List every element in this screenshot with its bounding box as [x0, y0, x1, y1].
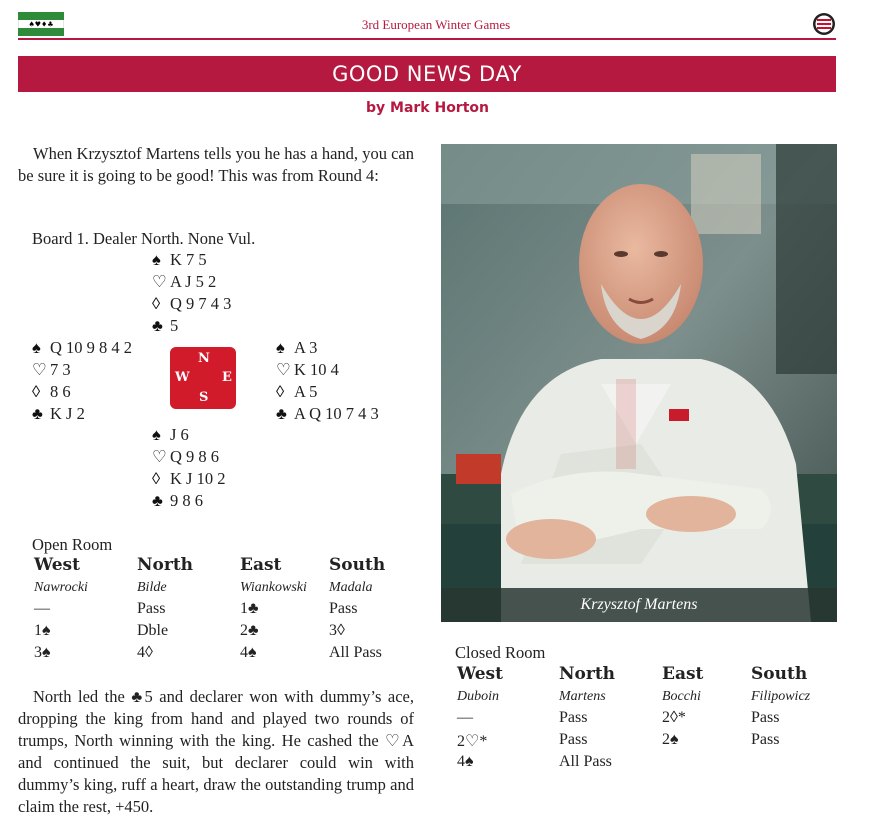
open-bid-r3-west: 3♠ — [34, 644, 51, 661]
open-bid-r1-south: Pass — [329, 600, 358, 617]
board-title: Board 1. Dealer North. None Vul. — [32, 229, 256, 248]
open-player-south: Madala — [329, 580, 373, 595]
open-head-north: North — [137, 555, 194, 575]
spade-icon: ♠ — [152, 250, 161, 269]
east-diamonds: A 5 — [294, 382, 318, 401]
compass-icon — [170, 347, 236, 409]
open-bid-r2-south: 3◊ — [329, 622, 345, 639]
closed-bid-r2-south: Pass — [751, 731, 780, 748]
closed-bid-r1-north: Pass — [559, 709, 588, 726]
west-diamonds: 8 6 — [50, 382, 71, 401]
closed-head-east: East — [662, 664, 704, 684]
closed-player-north: Martens — [559, 689, 606, 704]
club-icon: ♣ — [152, 316, 163, 335]
club-icon: ♣ — [152, 491, 163, 510]
east-clubs: A Q 10 7 4 3 — [294, 404, 379, 423]
heart-icon: ♡ — [276, 360, 291, 379]
south-spades: J 6 — [170, 425, 189, 444]
closed-bid-r3-west: 4♠ — [457, 753, 474, 770]
open-head-east: East — [240, 555, 282, 575]
south-diamonds: K J 10 2 — [170, 469, 226, 488]
open-player-north: Bilde — [137, 580, 167, 595]
open-bid-r1-west: — — [34, 600, 50, 617]
closing-paragraph: North led the ♣5 and declarer won with dummy’s ace, dropping the king from hand and played two rounds of trumps, North winning with the king. He cashed the ♡A and continued the suit, but declarer could win with dummy’s king, ruff a heart, draw the outstanding trump and claim the rest, +450. — [18, 687, 414, 816]
west-clubs: K J 2 — [50, 404, 85, 423]
closed-head-south: South — [751, 664, 808, 684]
closed-bid-r3-north: All Pass — [559, 753, 612, 770]
compass-west: W — [175, 370, 190, 385]
north-diamonds: Q 9 7 4 3 — [170, 294, 232, 313]
closed-bid-r1-west: — — [457, 709, 473, 726]
closed-bid-r2-north: Pass — [559, 731, 588, 748]
closed-head-north: North — [559, 664, 616, 684]
west-hearts: 7 3 — [50, 360, 71, 379]
open-player-west: Nawrocki — [34, 580, 88, 595]
open-room-auction — [32, 535, 422, 675]
hand-east — [276, 337, 379, 425]
diamond-icon: ◊ — [32, 382, 41, 401]
open-bid-r2-west: 1♠ — [34, 622, 51, 639]
diamond-icon: ◊ — [152, 294, 161, 313]
heart-icon: ♡ — [32, 360, 47, 379]
north-clubs: 5 — [170, 316, 179, 335]
diamond-icon: ◊ — [276, 382, 285, 401]
closed-bid-r1-east: 2◊* — [662, 709, 686, 726]
spade-icon: ♠ — [32, 338, 41, 357]
closed-player-east: Bocchi — [662, 689, 701, 704]
header-rule — [18, 38, 836, 40]
heart-icon: ♡ — [152, 447, 167, 466]
south-hearts: Q 9 8 6 — [170, 447, 220, 466]
open-head-west: West — [34, 555, 80, 575]
south-clubs: 9 8 6 — [170, 491, 203, 510]
open-bid-r1-east: 1♣ — [240, 600, 259, 617]
open-bid-r2-north: Dble — [137, 622, 169, 639]
open-bid-r1-north: Pass — [137, 600, 166, 617]
closed-bid-r2-west: 2♡* — [457, 733, 488, 750]
spade-icon: ♠ — [152, 425, 161, 444]
open-head-south: South — [329, 555, 386, 575]
north-hearts: A J 5 2 — [170, 272, 217, 291]
north-spades: K 7 5 — [170, 250, 207, 269]
compass-south: S — [199, 390, 209, 405]
east-spades: A 3 — [294, 338, 318, 357]
player-photo — [441, 144, 837, 622]
open-bid-r3-north: 4◊ — [137, 644, 153, 661]
photo-caption: Krzysztof Martens — [441, 588, 837, 622]
closed-player-south: Filipowicz — [751, 689, 811, 704]
east-hearts: K 10 4 — [294, 360, 339, 379]
open-bid-r2-east: 2♣ — [240, 622, 259, 639]
west-spades: Q 10 9 8 4 2 — [50, 338, 133, 357]
hand-south — [152, 424, 225, 512]
closed-head-west: West — [457, 664, 503, 684]
open-room-title: Open Room — [32, 535, 113, 554]
intro-paragraph: When Krzysztof Martens tells you he has a hand, you can be sure it is going to be good! This was from Round 4: — [18, 144, 414, 185]
heart-icon: ♡ — [152, 272, 167, 291]
club-icon: ♣ — [276, 404, 287, 423]
club-icon: ♣ — [32, 404, 43, 423]
closed-bid-r1-south: Pass — [751, 709, 780, 726]
diamond-icon: ◊ — [152, 469, 161, 488]
open-player-east: Wiankowski — [240, 580, 307, 595]
running-title: 3rd European Winter Games — [361, 17, 511, 32]
open-bid-r3-east: 4♠ — [240, 644, 257, 661]
article-title: GOOD NEWS DAY — [18, 56, 836, 92]
emblem-right-icon — [812, 12, 836, 36]
compass-east: E — [222, 370, 232, 385]
open-bid-r3-south: All Pass — [329, 644, 382, 661]
hand-west — [32, 337, 132, 425]
svg-text:♠♥♦♣: ♠♥♦♣ — [28, 20, 54, 29]
closed-bid-r2-east: 2♠ — [662, 731, 679, 748]
closed-player-west: Duboin — [457, 689, 499, 704]
hand-north — [152, 249, 231, 337]
spade-icon: ♠ — [276, 338, 285, 357]
compass-north: N — [198, 351, 210, 366]
closed-room-auction — [455, 643, 855, 783]
closed-room-title: Closed Room — [455, 643, 546, 662]
byline: by Mark Horton — [365, 100, 489, 116]
